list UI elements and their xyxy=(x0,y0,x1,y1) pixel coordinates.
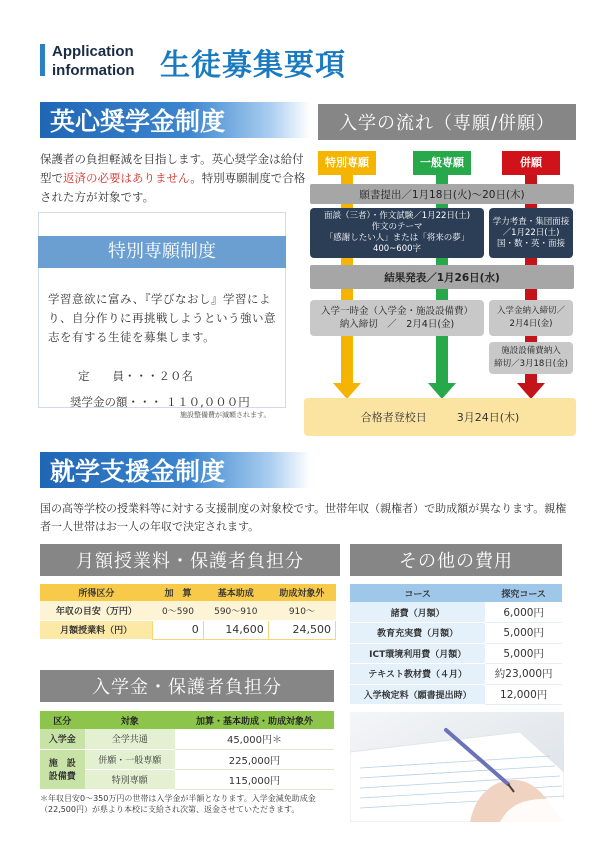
table-cell-facility xyxy=(40,749,85,789)
support-banner: 就学支援金制度 xyxy=(40,452,310,488)
tab-combined: 併願 xyxy=(502,151,560,175)
table-cell: 14,600 xyxy=(203,620,268,639)
table-row xyxy=(40,749,334,769)
scholarship-banner: 英心奨学金制度 xyxy=(40,102,310,138)
table-header: 助成対象外 xyxy=(268,584,335,601)
table-row xyxy=(350,643,562,664)
special-program-amount: 奨学金の額・・・ １１０,０００円 xyxy=(70,395,250,409)
table-header: コース xyxy=(350,584,485,602)
enrollment-day-step xyxy=(304,398,576,436)
table-cell: 併願・一般専願 xyxy=(85,749,175,769)
student-writing-photo xyxy=(350,712,564,822)
table-row xyxy=(40,620,336,639)
facility-label-line: 設備費 xyxy=(48,772,76,782)
support-description: 国の高等学校の授業料等に対する支援制度の対象校です。世帯年収（親権者）で助成額が異なります。親権者一人世帯はお一人の年収で決定されます。 xyxy=(40,502,567,533)
table-header-row xyxy=(40,584,336,601)
table-cell: 全学共通 xyxy=(85,729,175,749)
tab-general-exclusive: 一般専願 xyxy=(413,151,471,175)
scholarship-text-red: 返済の必要はありません xyxy=(63,171,191,185)
table-cell: 諸費（月額） xyxy=(350,602,485,623)
special-program-text: 学習意欲に富み、『学びなおし』学習により、自分作りに再挑戦しようという強い意志を有する生徒を募集します。 xyxy=(48,292,276,344)
table-header: 加 算 xyxy=(153,584,204,601)
scholarship-text-b: 。特別専願制度で合格された方が対象です。 xyxy=(40,171,306,204)
table-cell: 特別専願 xyxy=(85,769,175,789)
combined-arrow-icon xyxy=(517,383,545,399)
table-cell: 約23,000円 xyxy=(485,664,562,685)
special-program-title: 特別専願制度 xyxy=(38,236,286,268)
table-cell: 5,000円 xyxy=(485,643,562,664)
table-cell: 教育充実費（月額） xyxy=(350,623,485,644)
table-header: 基本助成 xyxy=(203,584,268,601)
payment-combined-step xyxy=(489,300,573,336)
table-cell: 45,000円＊ xyxy=(175,729,334,749)
other-costs-table xyxy=(350,584,562,705)
facility-combined-step xyxy=(489,342,573,374)
enrollment-day-label: 合格者登校日 xyxy=(360,411,427,424)
table-cell: 590〜910 xyxy=(203,601,268,620)
table-cell: 0 xyxy=(153,620,204,639)
monthly-tuition-title: 月額授業料・保護者負担分 xyxy=(40,544,340,576)
admission-flow-title: 入学の流れ（専願/併願） xyxy=(318,104,576,140)
table-row xyxy=(40,729,334,749)
table-cell: 6,000円 xyxy=(485,602,562,623)
table-header: 区分 xyxy=(40,711,85,729)
exam-combined-line: 学力考査・集団面接 xyxy=(492,216,570,227)
header-english xyxy=(52,42,135,80)
table-cell: 0〜590 xyxy=(153,601,204,620)
header-english-line1: Application xyxy=(52,43,134,60)
table-cell: 入学金 xyxy=(40,729,85,749)
payment-combined-line: 入学金納入締切／ xyxy=(496,306,565,316)
exam-combined-step xyxy=(489,208,573,258)
tab-special-exclusive: 特別専願 xyxy=(318,151,376,175)
special-program-note: 施設整備費が減額されます。 xyxy=(180,411,271,419)
application-step: 願書提出／1月18日(火)〜20日(木) xyxy=(310,184,574,204)
exam-special-line: 面談（三者）・作文試験／1月22日(土) xyxy=(323,211,471,221)
payment-special-line: 納入締切 ／ 2月4日(金) xyxy=(339,319,455,330)
special-arrow-icon xyxy=(333,383,361,399)
table-row xyxy=(350,623,562,644)
table-cell: 115,000円 xyxy=(175,769,334,789)
header-accent-bar xyxy=(40,44,45,76)
table-header-row xyxy=(40,711,334,729)
scholarship-text-a: 保護者の負担軽減を目指します。英心奨学金は給付型で xyxy=(40,152,304,185)
monthly-tuition-table xyxy=(40,584,336,640)
payment-special-line: 入学一時金（入学金・施設設備費） xyxy=(320,306,473,317)
payment-special-step xyxy=(310,300,484,336)
other-costs-title: その他の費用 xyxy=(350,544,562,576)
table-cell: 月額授業料（円） xyxy=(40,620,153,639)
photo-illustration xyxy=(350,712,564,822)
table-row xyxy=(350,664,562,685)
admission-fee-table xyxy=(40,711,334,790)
exam-special-line: 「感謝したい人」または「将来の夢」 xyxy=(324,233,470,243)
exam-combined-line: 国・数・英・面接 xyxy=(496,238,565,249)
exam-combined-line: ／1月22日(土) xyxy=(502,227,560,238)
table-cell: 入学検定料（願書提出時） xyxy=(350,684,485,705)
admission-note: ＊年収目安0〜350万円の世帯は入学金が半額となります。入学金減免助成金（22,500円）が県より本校に支給され次第、返金させていただきます。 xyxy=(40,794,316,814)
table-row xyxy=(350,684,562,705)
header-english-line2: information xyxy=(52,62,135,79)
enrollment-day-date: 3月24日(木) xyxy=(456,411,520,424)
general-arrow-icon xyxy=(428,383,456,399)
admission-fee-title: 入学金・保護者負担分 xyxy=(40,670,334,702)
table-row xyxy=(40,601,336,620)
table-cell: 225,000円 xyxy=(175,749,334,769)
result-step: 結果発表／1月26日(水) xyxy=(310,265,574,289)
special-program-quota: 定 員・・・２０名 xyxy=(78,369,193,383)
facility-combined-line: 施設設備費納入 xyxy=(501,346,561,356)
table-header: 探究コース xyxy=(485,584,562,602)
table-cell: テキスト教材費（４月） xyxy=(350,664,485,685)
table-row xyxy=(40,769,334,789)
table-row xyxy=(350,602,562,623)
table-cell: 24,500 xyxy=(268,620,335,639)
table-header: 所得区分 xyxy=(40,584,153,601)
facility-label-line: 施 設 xyxy=(48,759,76,769)
exam-special-line: 作文のテーマ xyxy=(371,222,423,232)
scholarship-description xyxy=(40,150,310,207)
table-cell: 910〜 xyxy=(268,601,335,620)
payment-combined-line: 2月4日(金) xyxy=(509,319,553,329)
table-cell: ICT環境利用費（月額） xyxy=(350,643,485,664)
page-title: 生徒募集要項 xyxy=(160,48,346,83)
table-header: 対象 xyxy=(85,711,175,729)
table-header-row xyxy=(350,584,562,602)
facility-combined-line: 締切／3月18日(金) xyxy=(494,359,568,369)
table-cell: 12,000円 xyxy=(485,684,562,705)
table-cell: 年収の目安（万円） xyxy=(40,601,153,620)
table-cell: 5,000円 xyxy=(485,623,562,644)
exam-special-line: 400~600字 xyxy=(372,244,422,254)
exam-special-step xyxy=(310,208,484,258)
table-header: 加算・基本助成・助成対象外 xyxy=(175,711,334,729)
